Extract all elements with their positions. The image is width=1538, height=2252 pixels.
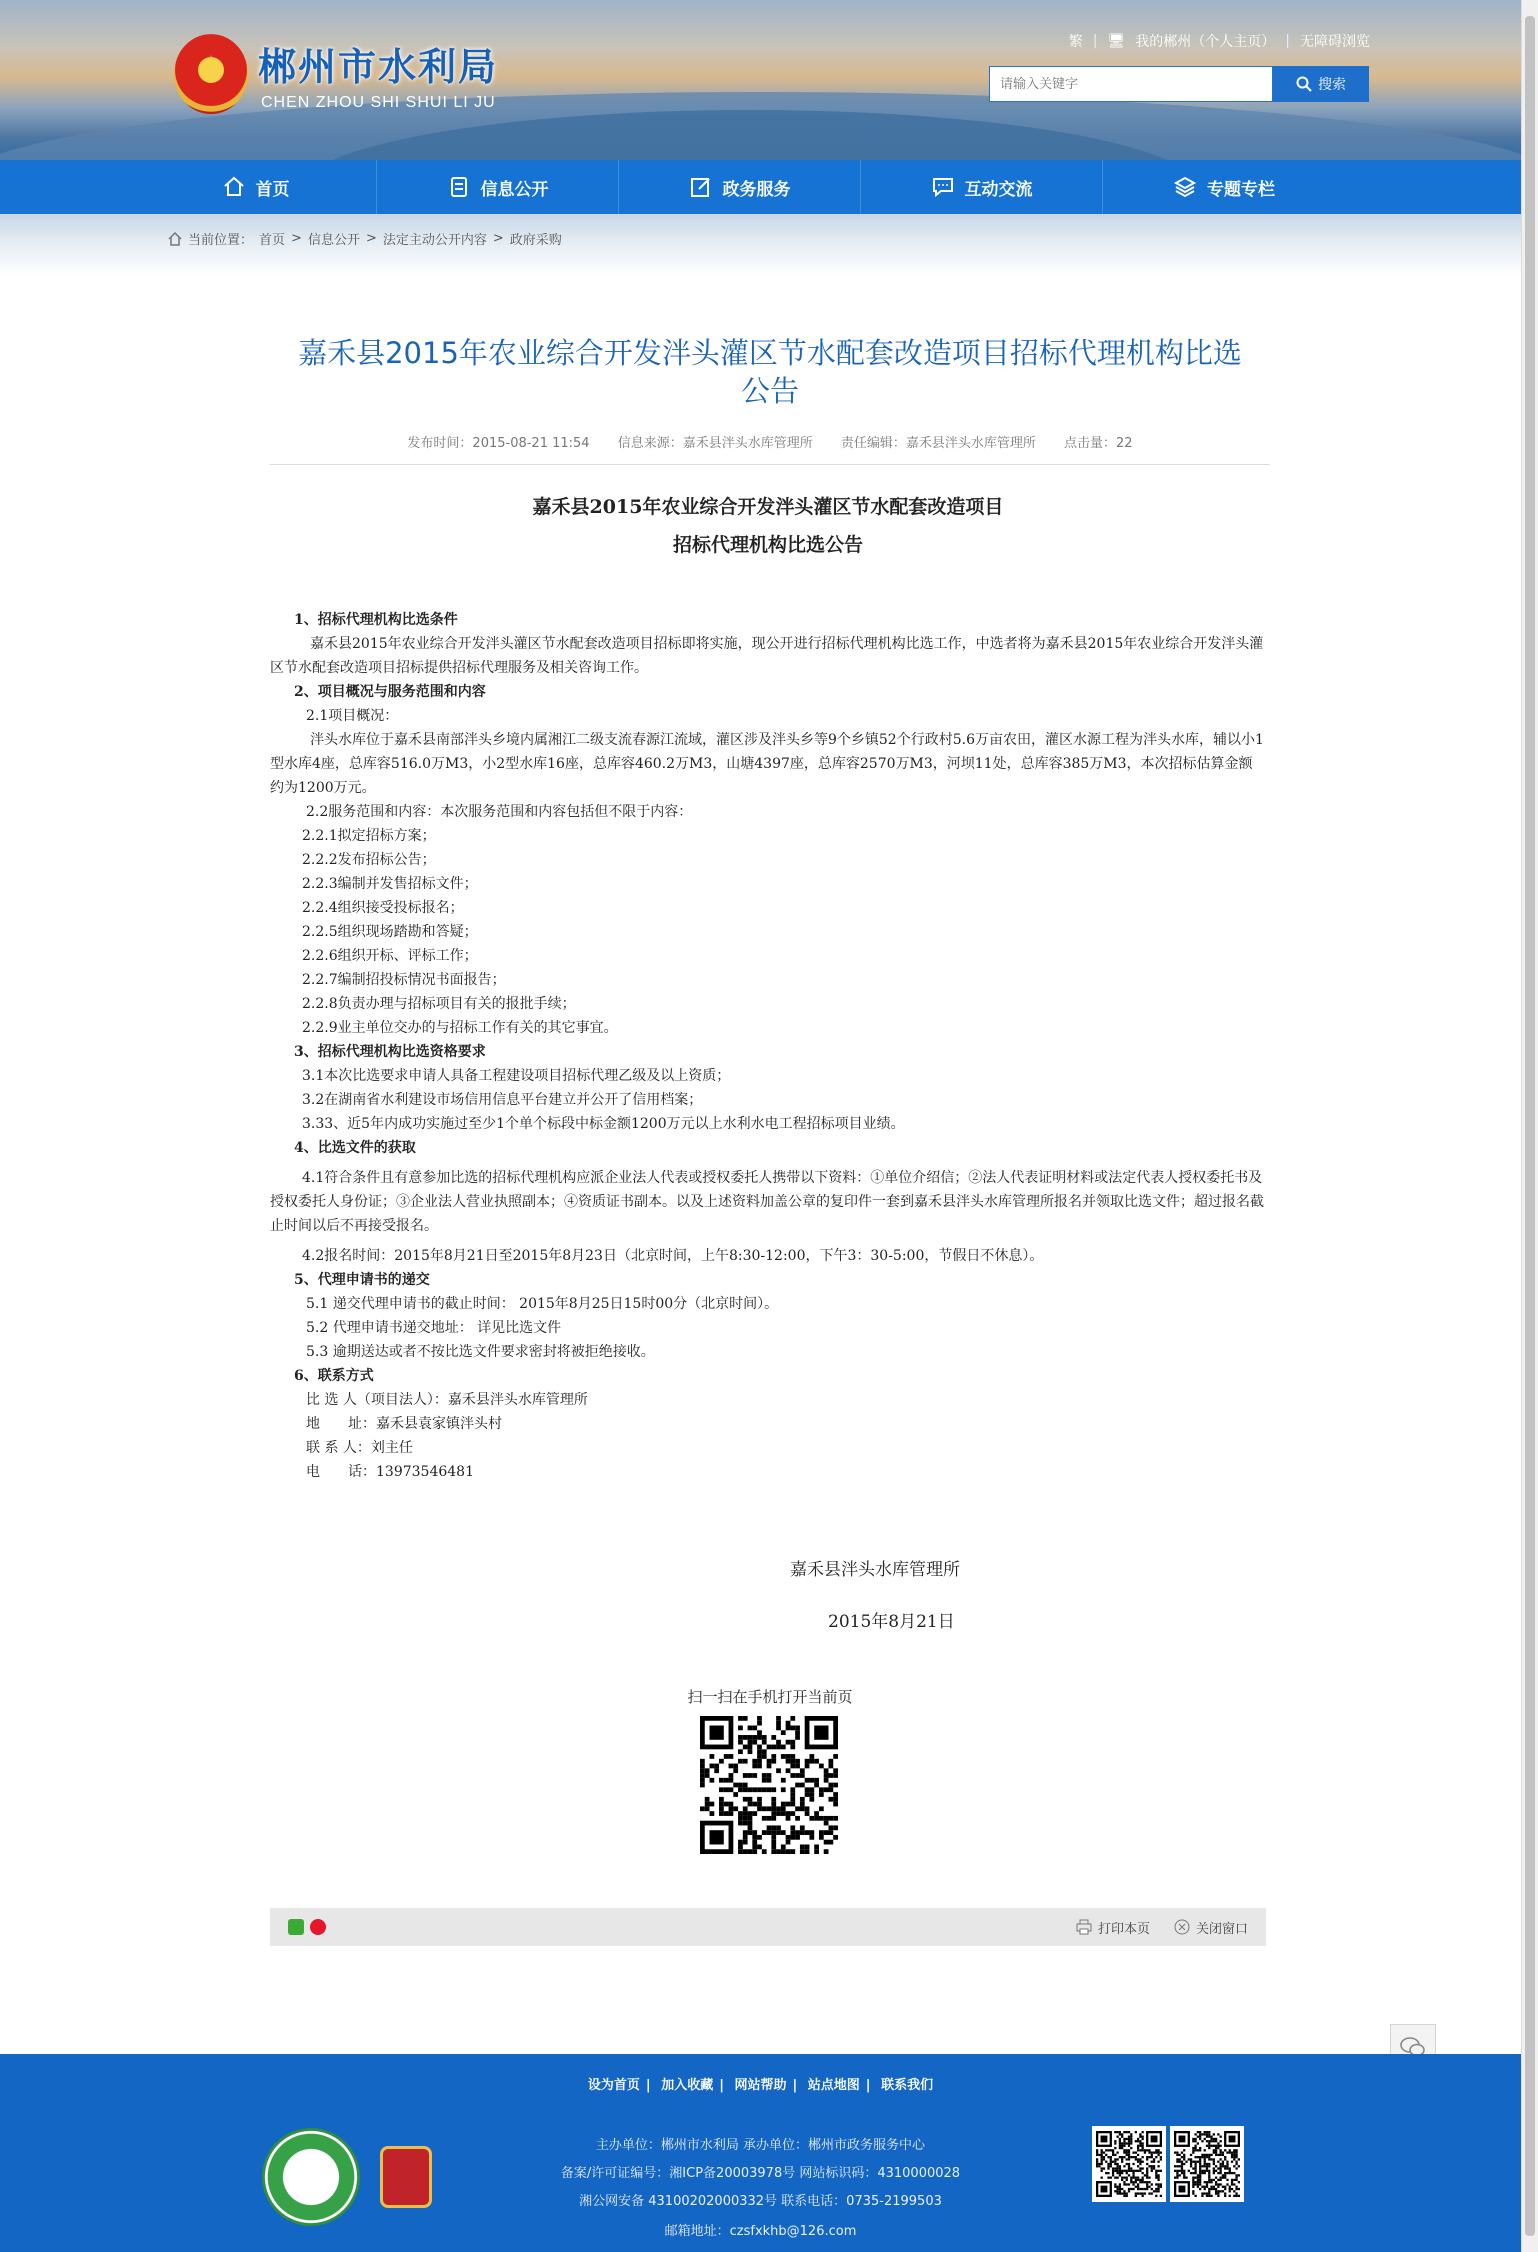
doc-line: 2.2.8负责办理与招标项目有关的报批手续； (302, 996, 576, 1012)
article-toolbar (270, 1908, 1266, 1946)
doc-line: 3.1本次比选要求申请人具备工程建设项目招标代理乙级及以上资质； (302, 1068, 731, 1084)
my-chenzhou-link[interactable]: 我的郴州（个人主页） (1135, 34, 1276, 50)
doc-line: 3、招标代理机构比选资格要求 (294, 1044, 486, 1060)
footer-link-favorite[interactable]: 加入收藏 (661, 2078, 714, 2093)
footer-qr-code-2 (1170, 2126, 1244, 2202)
footer-links: 设为首页 | 加入收藏 | 网站帮助 | 站点地图 | 联系我们 (587, 2078, 934, 2093)
doc-line: 2.2.7编制招投标情况书面报告； (302, 972, 506, 988)
printer-icon (1076, 1919, 1092, 1935)
doc-line: 2.2.9业主单位交办的与招标工作有关的其它事宜。 (302, 1020, 618, 1036)
nav-home-label: 首页 (255, 179, 290, 200)
footer-link-contact[interactable]: 联系我们 (881, 2078, 934, 2093)
layers-icon (1173, 175, 1197, 199)
home-icon (168, 232, 182, 246)
doc-line: 5.3 逾期送达或者不按比选文件要求密封将被拒绝接收。 (306, 1344, 655, 1360)
footer-icp: 备案/许可证编号：湘ICP备20003978号 网站标识码：4310000028 (560, 2166, 961, 2181)
doc-title-line1: 嘉禾县2015年农业综合开发泮头灌区节水配套改造项目 (532, 496, 1004, 518)
signature-date: 2015年8月21日 (828, 1612, 955, 1632)
footer-sponsor: 主办单位：郴州市水利局 承办单位：郴州市政务服务中心 (595, 2138, 926, 2153)
nav-service-label: 政务服务 (722, 179, 791, 200)
info-source: 信息来源：嘉禾县泮头水库管理所 (617, 436, 813, 451)
qr-label: 扫一扫在手机打开当前页 (687, 1688, 853, 1706)
doc-line: 联 系 人：刘主任 (306, 1440, 413, 1456)
doc-line: 3.2在湖南省水利建设市场信用信息平台建立并公开了信用档案； (302, 1092, 703, 1108)
edit-icon (689, 175, 713, 199)
article-title-line2: 公告 (740, 374, 799, 408)
traditional-chinese-link[interactable]: 繁 (1068, 34, 1083, 50)
footer-qr-code-1 (1092, 2126, 1166, 2202)
doc-line: 2、项目概况与服务范围和内容 (294, 684, 486, 700)
print-label: 打印本页 (1097, 1921, 1150, 1937)
nav-topics-label: 专题专栏 (1207, 179, 1275, 200)
top-links: 繁 | 🖥 我的郴州（个人主页） | 无障碍浏览 (1068, 33, 1370, 50)
nav-interaction-label: 互动交流 (964, 179, 1033, 200)
print-button[interactable] (1076, 1918, 1150, 1937)
doc-line: 嘉禾县2015年农业综合开发泮头灌区节水配套改造项目招标即将实施，现公开进行招标代理机构比选工作，中选者将为嘉禾县2015年农业综合开发泮头灌区节水配套改造项目招标提供招标代理服务及相关咨询工作。 (270, 636, 1264, 676)
editor: 责任编辑：嘉禾县泮头水库管理所 (840, 436, 1036, 451)
site-title[interactable]: 郴州市水利局 (258, 45, 499, 89)
doc-line: 2.2.6组织开标、评标工作； (302, 948, 478, 964)
doc-line: 4.1符合条件且有意参加比选的招标代理机构应派企业法人代表或授权委托人携带以下资料：①单位介绍信；②法人代表证明材料或法定代表人授权委托书及授权委托人身份证；③企业法人营业执照副本；④资质证书副本。以及上述资料加盖公章的复印件一套到嘉禾县泮头水库管理所报名并领取比选文件；超过报名截止时间以后不再接受报名。 (270, 1170, 1264, 1234)
page-qr-code (700, 1716, 838, 1854)
national-emblem-icon: ★ (174, 34, 248, 114)
doc-line: 2.2.3编制并发售招标文件； (302, 876, 478, 892)
nav-info-disclosure[interactable] (377, 160, 619, 214)
doc-line: 5.1 递交代理申请书的截止时间： 2015年8月25日15时00分（北京时间）。 (306, 1296, 779, 1312)
breadcrumb-home[interactable]: 首页 (259, 233, 286, 248)
breadcrumb-legal[interactable]: 法定主动公开内容 (382, 233, 487, 248)
scrollbar[interactable] (1521, 0, 1538, 2252)
close-window-button[interactable] (1174, 1918, 1248, 1937)
doc-line: 2.2.1拟定招标方案； (302, 828, 436, 844)
doc-line: 地 址：嘉禾县袁家镇泮头村 (306, 1416, 502, 1432)
share-icons (288, 1919, 326, 1935)
nav-interaction[interactable] (861, 160, 1103, 214)
breadcrumb: 当前位置： 首页 > 信息公开 > 法定主动公开内容 > 政府采购 (168, 229, 562, 248)
publish-time: 发布时间：2015-08-21 11:54 (407, 436, 590, 451)
doc-line: 3.33、近5年内成功实施过至少1个单个标段中标金额1200万元以上水利水电工程招标项目业绩。 (302, 1116, 905, 1132)
doc-line: 泮头水库位于嘉禾县南部泮头乡境内属湘江二级支流春源江流域，灌区涉及泮头乡等9个乡镇52个行政村5.6万亩农田，灌区水源工程为泮头水库，辅以小1型水库4座，总库容516.0万M3，小2型水库16座，总库容460.2万M3，山塘4397座，总库容2570万M3，河坝11处，总库容385万M3，本次招标估算金额约为1200万元。 (270, 732, 1264, 796)
doc-lines (270, 608, 1266, 1484)
article-title (270, 334, 1270, 410)
footer-police: 湘公网安备 43100202000332号 联系电话：0735-2199503 (579, 2194, 942, 2209)
search-icon (1296, 76, 1312, 92)
article-body (270, 488, 1266, 1648)
hit-count: 点击量：22 (1064, 436, 1133, 451)
footer-link-sitemap[interactable]: 站点地图 (807, 2078, 860, 2093)
doc-line: 4、比选文件的获取 (294, 1140, 416, 1156)
doc-line: 5.2 代理申请书递交地址： 详见比选文件 (306, 1320, 562, 1336)
nav-home[interactable] (135, 160, 377, 214)
footer-link-help[interactable]: 网站帮助 (734, 2078, 787, 2093)
search-button[interactable] (1273, 66, 1369, 102)
doc-line: 5、代理申请书的递交 (294, 1272, 430, 1288)
search-button-label: 搜索 (1318, 77, 1346, 93)
close-icon (1174, 1919, 1190, 1935)
doc-line: 4.2报名时间：2015年8月21日至2015年8月23日（北京时间，上午8:30-12:00，下午3：30-5:00，节假日不休息）。 (302, 1248, 1044, 1264)
wechat-share-icon[interactable] (288, 1919, 304, 1935)
nav-special-topics[interactable] (1103, 160, 1345, 214)
doc-line: 1、招标代理机构比选条件 (294, 612, 458, 628)
doc-line: 2.2.2发布招标公告； (302, 852, 436, 868)
divider (270, 464, 1270, 465)
doc-line: 2.2.4组织接受投标报名； (302, 900, 464, 916)
home-icon (222, 175, 246, 199)
footer-link-homepage[interactable]: 设为首页 (587, 2078, 640, 2093)
search-input[interactable] (989, 66, 1273, 102)
doc-line: 电 话：13973546481 (306, 1464, 474, 1480)
footer (0, 2054, 1521, 2252)
footer-email: 邮箱地址：czsfxkhb@126.com (664, 2224, 857, 2239)
main-nav (0, 160, 1521, 214)
nav-info-label: 信息公开 (480, 179, 549, 200)
nav-gov-service[interactable] (619, 160, 861, 214)
doc-line: 6、联系方式 (294, 1368, 374, 1384)
breadcrumb-label: 当前位置： (188, 233, 254, 248)
doc-line: 比 选 人（项目法人）：嘉禾县泮头水库管理所 (306, 1392, 588, 1408)
breadcrumb-procurement[interactable]: 政府采购 (509, 233, 562, 248)
doc-title-line2: 招标代理机构比选公告 (672, 534, 863, 556)
site-pinyin: CHEN ZHOU SHI SHUI LI JU (261, 94, 496, 111)
breadcrumb-info[interactable]: 信息公开 (307, 233, 360, 248)
article-title-line1: 嘉禾县2015年农业综合开发泮头灌区节水配套改造项目招标代理机构比选 (298, 336, 1242, 370)
close-label: 关闭窗口 (1195, 1921, 1248, 1937)
doc-line: 2.2.5组织现场踏勘和答疑； (302, 924, 478, 940)
search-box (989, 66, 1369, 102)
scrollbar-thumb[interactable] (1525, 16, 1535, 2236)
accessibility-link[interactable]: 无障碍浏览 (1300, 34, 1370, 50)
document-icon (447, 175, 471, 199)
doc-line: 2.2服务范围和内容：本次服务范围和内容包括但不限于内容： (306, 804, 693, 820)
weibo-share-icon[interactable] (310, 1919, 326, 1935)
article-meta (270, 432, 1270, 451)
monitor-icon: 🖥 (1107, 33, 1126, 49)
doc-line: 2.1项目概况： (306, 708, 399, 724)
signature-org: 嘉禾县泮头水库管理所 (790, 1560, 960, 1580)
chat-icon (931, 175, 955, 199)
